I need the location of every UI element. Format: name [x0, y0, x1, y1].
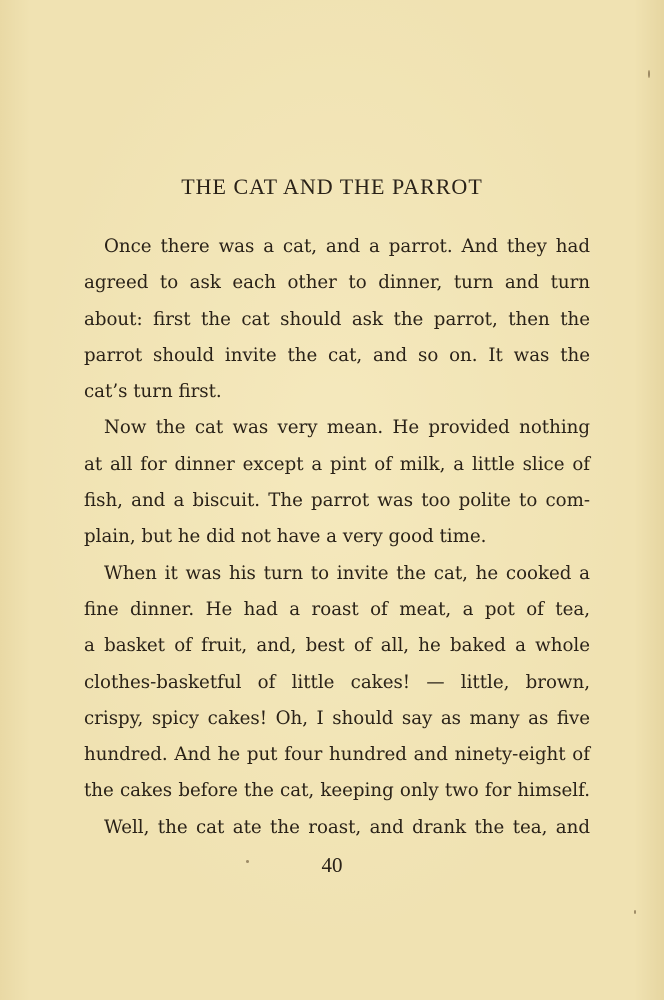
- page-number: 40: [321, 853, 343, 877]
- paragraph-2: [84, 410, 590, 555]
- text-line: crispy, spicy cakes! Oh, I should say as many as five: [84, 707, 590, 729]
- paper-speck: [246, 860, 249, 863]
- paper-speck: [648, 70, 650, 78]
- text-line: When it was his turn to invite the cat, he cooked a: [104, 562, 590, 584]
- text-line: plain, but he did not have a very good time.: [84, 526, 487, 548]
- text-line: the cakes before the cat, keeping only two for himself.: [84, 780, 590, 802]
- paragraph-3: [84, 556, 590, 810]
- chapter-title: THE CAT AND THE PARROT: [181, 174, 483, 199]
- text-line: Once there was a cat, and a parrot. And they had: [104, 236, 590, 257]
- text-line: cat’s turn first.: [84, 381, 222, 403]
- body-text: [84, 229, 590, 846]
- text-line: fine dinner. He had a roast of meat, a pot of tea,: [84, 598, 590, 620]
- text-line: at all for dinner except a pint of milk, a little slice of: [84, 453, 590, 475]
- text-line: agreed to ask each other to dinner, turn and turn: [84, 272, 590, 294]
- text-line: clothes-basketful of little cakes! — little, brown,: [84, 671, 590, 693]
- text-line: Now the cat was very mean. He provided nothing: [104, 417, 590, 439]
- paper-speck: [634, 910, 636, 914]
- paragraph-4: [84, 810, 590, 846]
- text-line: fish, and a biscuit. The parrot was too polite to com-: [84, 490, 590, 512]
- text-line: Well, the cat ate the roast, and drank the tea, and: [104, 816, 590, 838]
- text-line: parrot should invite the cat, and so on. It was the: [84, 344, 590, 366]
- text-line: a basket of fruit, and, best of all, he baked a whole: [84, 635, 590, 657]
- text-line: about: first the cat should ask the parrot, then the: [84, 308, 590, 330]
- paragraph-1: [84, 229, 590, 410]
- text-line: hundred. And he put four hundred and ninety-eight of: [84, 744, 590, 766]
